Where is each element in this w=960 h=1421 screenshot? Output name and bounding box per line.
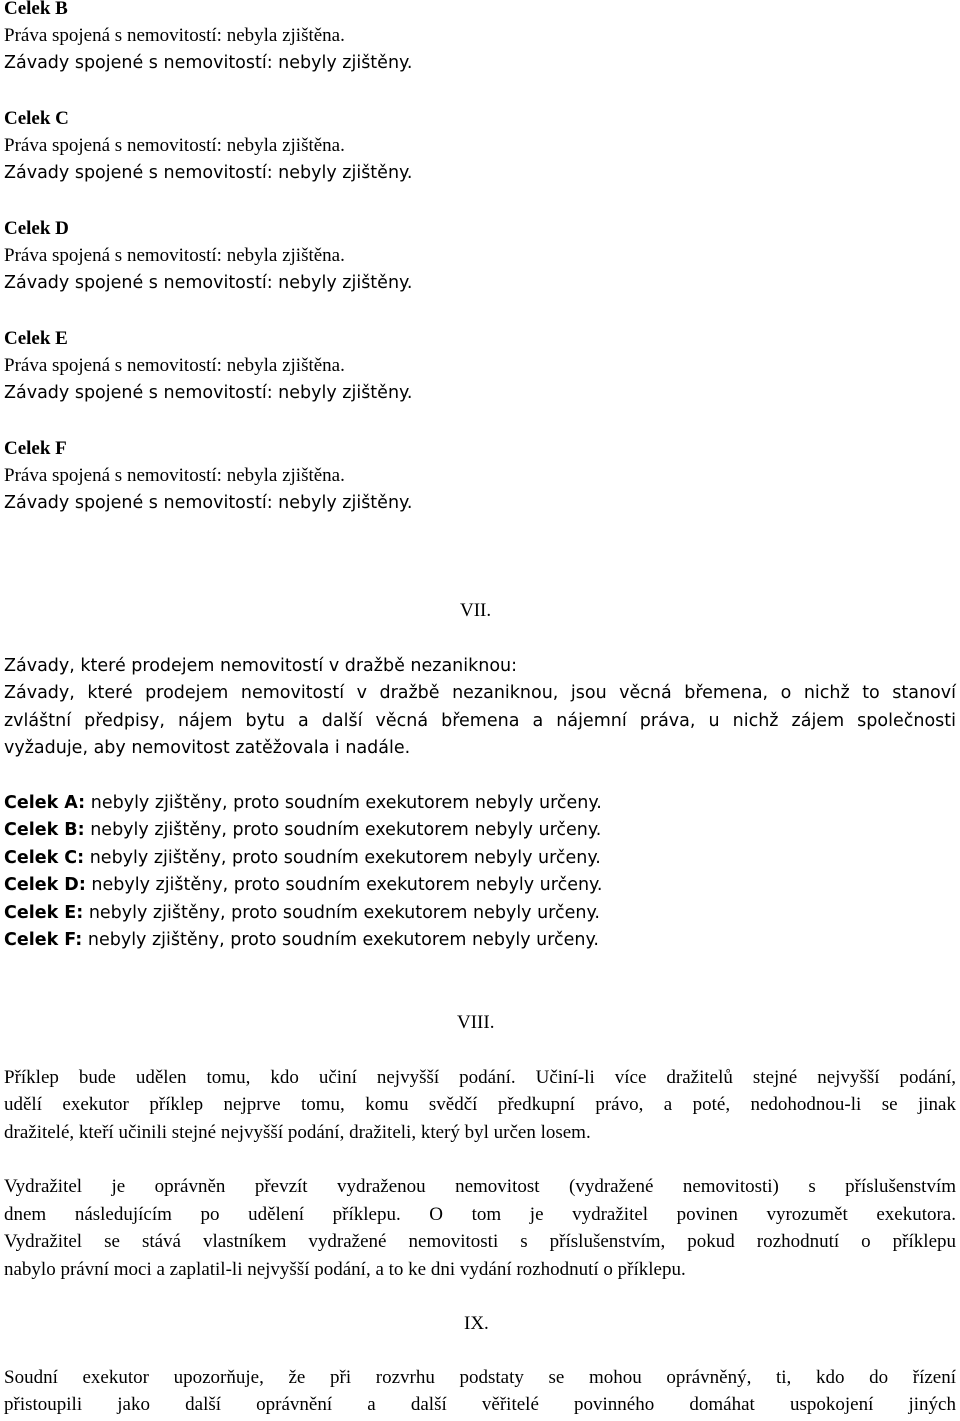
celek-row: [4, 819, 601, 841]
celek-text: nebyly zjištěny, proto soudním exekutorem nebyly určeny.: [83, 903, 600, 923]
paragraph-line: zvláštní předpisy, nájem bytu a další věcná břemena a nájemní práva, u nichž zájem společnosti: [4, 711, 956, 731]
celek-text: nebyly zjištěny, proto soudním exekutorem nebyly určeny.: [85, 793, 602, 813]
celek-text: nebyly zjištěny, proto soudním exekutorem nebyly určeny.: [84, 820, 602, 840]
celek-row: [4, 902, 600, 924]
celek-row: [4, 874, 602, 896]
celek-label: Celek A:: [4, 793, 86, 813]
prava-line: Práva spojená s nemovitostí: nebyla zjištěna.: [4, 25, 345, 46]
celek-label: Celek F:: [4, 930, 83, 950]
zavady-line: Závady spojené s nemovitostí: nebyly zjištěny.: [4, 53, 413, 73]
celek-text: nebyly zjištěny, proto soudním exekutorem nebyly určeny.: [82, 930, 599, 950]
celek-row: [4, 792, 602, 814]
celek-title: Celek F: [4, 438, 67, 459]
paragraph-line: nabylo právní moci a zaplatil-li nejvyšší podání, a to ke dni vydání rozhodnutí o příklepu.: [4, 1259, 686, 1280]
section-heading: VII.: [460, 600, 492, 621]
celek-text: nebyly zjištěny, proto soudním exekutorem nebyly určeny.: [85, 875, 603, 895]
celek-label: Celek E:: [4, 903, 84, 923]
prava-line: Práva spojená s nemovitostí: nebyla zjištěna.: [4, 245, 345, 266]
celek-label: Celek C:: [4, 848, 85, 868]
zavady-line: Závady spojené s nemovitostí: nebyly zjištěny.: [4, 163, 413, 183]
paragraph-line: Závady, které prodejem nemovitostí v dražbě nezaniknou, jsou věcná břemena, o nichž to stanoví: [4, 683, 956, 703]
celek-label: Celek B:: [4, 820, 85, 840]
paragraph-line: udělí exekutor příklep nejprve tomu, komu svědčí předkupní právo, a poté, nedohodnou-li se jinak: [4, 1094, 956, 1115]
prava-line: Práva spojená s nemovitostí: nebyla zjištěna.: [4, 135, 345, 156]
paragraph-line: dnem následujícím po udělení příklepu. O tom je vydražitel povinen vyrozumět exekutora.: [4, 1204, 956, 1225]
section-heading: IX.: [464, 1313, 489, 1334]
section-subtitle: Závady, které prodejem nemovitostí v dražbě nezaniknou:: [4, 656, 518, 676]
paragraph-line: Vydražitel se stává vlastníkem vydražené nemovitosti s příslušenstvím, pokud rozhodnutí o příklepu: [4, 1231, 956, 1252]
paragraph-line: dražitelé, kteří učinili stejné nejvyšší podání, dražiteli, který byl určen losem.: [4, 1122, 591, 1143]
paragraph-line: Příklep bude udělen tomu, kdo učiní nejvyšší podání. Učiní-li více dražitelů stejné nejvyšší podání,: [4, 1067, 956, 1088]
paragraph-line: přistoupili jako další oprávnění a další věřitelé povinného domáhat uspokojení jiných: [4, 1394, 956, 1415]
celek-title: Celek B: [4, 0, 68, 19]
paragraph-line: Soudní exekutor upozorňuje, že při rozvrhu podstaty se mohou oprávněný, ti, kdo do řízení: [4, 1367, 956, 1388]
paragraph-line: vyžaduje, aby nemovitost zatěžovala i nadále.: [4, 738, 411, 758]
prava-line: Práva spojená s nemovitostí: nebyla zjištěna.: [4, 465, 345, 486]
section-heading: VIII.: [457, 1012, 495, 1033]
celek-title: Celek C: [4, 108, 69, 129]
paragraph-line: Vydražitel je oprávněn převzít vydraženou nemovitost (vydražené nemovitosti) s příslušenstvím: [4, 1176, 956, 1197]
celek-title: Celek D: [4, 218, 69, 239]
celek-title: Celek E: [4, 328, 68, 349]
celek-label: Celek D:: [4, 875, 86, 895]
zavady-line: Závady spojené s nemovitostí: nebyly zjištěny.: [4, 383, 413, 403]
celek-row: [4, 929, 599, 951]
zavady-line: Závady spojené s nemovitostí: nebyly zjištěny.: [4, 493, 413, 513]
prava-line: Práva spojená s nemovitostí: nebyla zjištěna.: [4, 355, 345, 376]
celek-text: nebyly zjištěny, proto soudním exekutorem nebyly určeny.: [84, 848, 601, 868]
celek-row: [4, 847, 601, 869]
zavady-line: Závady spojené s nemovitostí: nebyly zjištěny.: [4, 273, 413, 293]
